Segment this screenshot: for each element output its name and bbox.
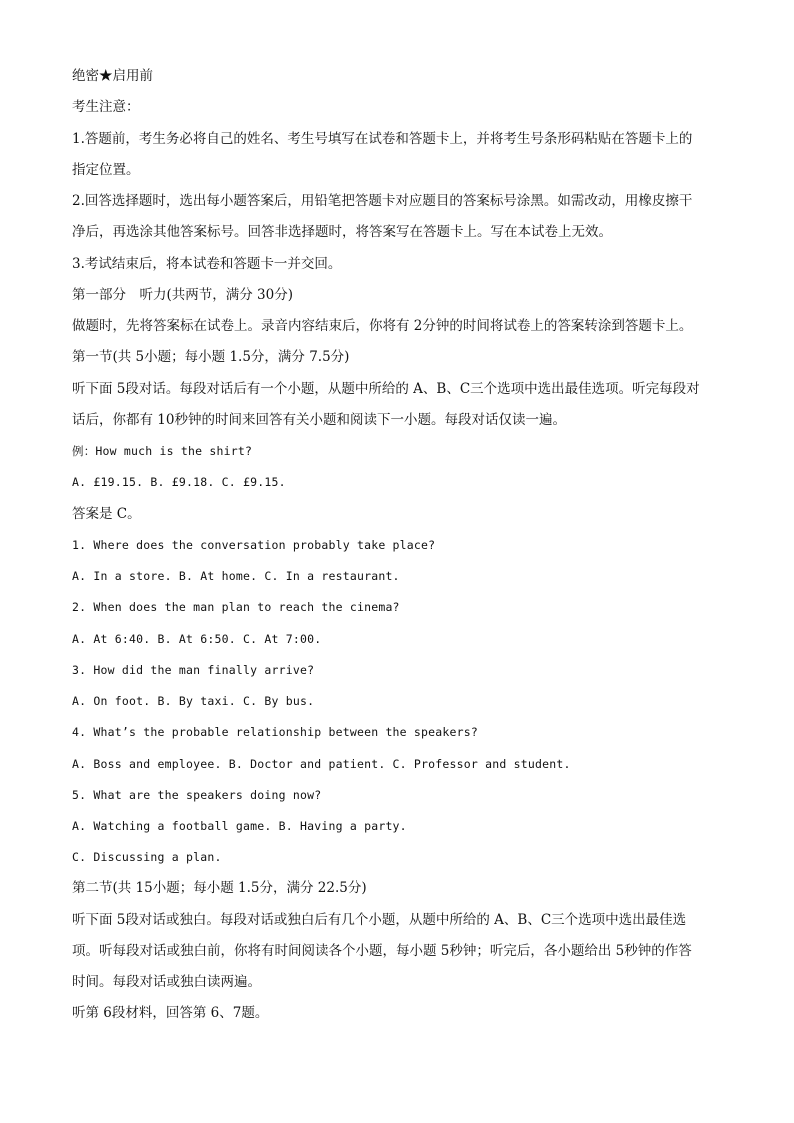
notice-2-line-1: 2.回答选择题时，选出每小题答案后，用铅笔把答题卡对应题目的答案标号涂黑。如需改动，用橡皮擦干 [72,193,693,209]
question-1-options: A. In a store. B. At home. C. In a restaurant. [72,569,400,583]
material-6-intro: 听第 6段材料，回答第 6、7题。 [72,1005,269,1021]
notice-1-line-1: 1.答题前，考生务必将自己的姓名、考生号填写在试卷和答题卡上，并将考生号条形码粘贴在答题卡上的 [72,131,693,147]
question-4: 4. What’s the probable relationship between the speakers? [72,725,479,739]
section1-title: 第一节(共 5小题；每小题 1.5分，满分 7.5分) [72,349,350,365]
section1-instruction-line-1: 听下面 5段对话。每段对话后有一个小题，从题中所给的 A、B、C三个选项中选出最佳选项。听完每段对 [72,381,700,397]
notice-title: 考生注意： [72,99,140,115]
question-1: 1. Where does the conversation probably take place? [72,538,436,552]
question-2-options: A. At 6:40. B. At 6:50. C. At 7:00. [72,632,322,646]
question-5-options-line-2: C. Discussing a plan. [72,850,222,864]
section2-instruction-line-3: 时间。每段对话或独白读两遍。 [72,974,261,990]
example-question [72,441,722,461]
example-answer: 答案是 C。 [72,506,141,522]
question-5-options-line-1: A. Watching a football game. B. Having a party. [72,819,407,833]
example-question-text: 例：How much is the shirt? [72,444,253,458]
notice-3: 3.考试结束后，将本试卷和答题卡一并交回。 [72,256,342,272]
section2-instruction-line-2: 项。听每段对话或独白前，你将有时间阅读各个小题，每小题 5秒钟；听完后，各小题给出 5秒钟的作答 [72,943,692,959]
question-3: 3. How did the man finally arrive? [72,663,315,677]
question-3-options: A. On foot. B. By taxi. C. By bus. [72,694,315,708]
section1-instruction-line-2: 话后，你都有 10秒钟的时间来回答有关小题和阅读下一小题。每段对话仅读一遍。 [72,412,566,428]
example-options: A. £19.15. B. £9.18. C. £9.15. [72,475,286,489]
notice-1-line-2: 指定位置。 [72,162,140,178]
question-5: 5. What are the speakers doing now? [72,788,322,802]
confidential-header: 绝密★启用前 [72,68,153,84]
question-2: 2. When does the man plan to reach the cinema? [72,600,400,614]
part1-instruction: 做题时，先将答案标在试卷上。录音内容结束后，你将有 2分钟的时间将试卷上的答案转涂到答题卡上。 [72,318,693,334]
section2-instruction-line-1: 听下面 5段对话或独白。每段对话或独白后有几个小题，从题中所给的 A、B、C三个选项中选出最佳选 [72,912,687,928]
notice-2-line-2: 净后，再选涂其他答案标号。回答非选择题时，将答案写在答题卡上。写在本试卷上无效。 [72,224,612,240]
part1-title: 第一部分 听力(共两节，满分 30分) [72,287,294,303]
question-4-options: A. Boss and employee. B. Doctor and patient. C. Professor and student. [72,757,571,771]
section2-title: 第二节(共 15小题；每小题 1.5分，满分 22.5分) [72,880,367,896]
